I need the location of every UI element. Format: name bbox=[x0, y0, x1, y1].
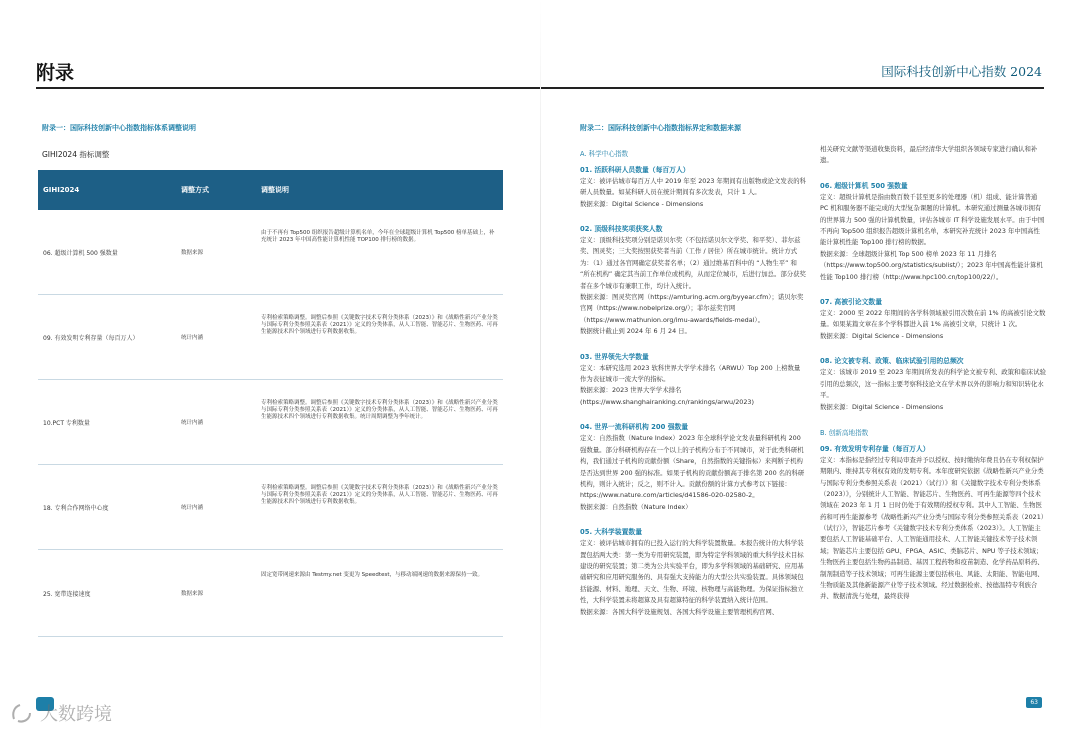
paragraph: 数据来源：Digital Science - Dimensions bbox=[580, 199, 704, 208]
paragraph: 数据来源：图灵奖官网（https://amturing.acm.org/byyear.cfm）；诺贝尔奖官网（https://www.nobelprize.org/）；菲尔兹奖官网（https://www.mathunion.org/imu-awards/fields-medal）。 bbox=[580, 293, 804, 324]
paragraph: 数据来源：Digital Science - Dimensions bbox=[820, 331, 944, 340]
table-row bbox=[38, 380, 503, 465]
watermark-logo-icon bbox=[10, 701, 34, 725]
paragraph: 数据来源：Digital Science - Dimensions bbox=[820, 402, 944, 411]
row-description: 专利检索策略调整。调整后参照《关键数字技术专利分类体系（2023）》和《战略性新兴产业分类与国际专利分类参照关系表（2021）》定义的分类体系，从人工智能、智能芯片、生物医药、可再生能源技术四个领域进行专利数据收集。统计周期调整为季年统计。 bbox=[256, 380, 503, 465]
table-row bbox=[38, 465, 503, 550]
row-method: 统计内涵 bbox=[176, 380, 256, 465]
paragraph: 定义：2000 至 2022 年期间的各学科领域被引用次数在前 1% 的高被引论文数量。如果某篇文章在多个学科都进入前 1% 高被引文章，只统计 1 次。 bbox=[820, 309, 1046, 329]
report-title: 国际科技创新中心指数 2024 bbox=[881, 64, 1042, 79]
paragraph-gap bbox=[820, 342, 1046, 352]
table-header-row bbox=[38, 170, 503, 210]
row-indicator: 25. 宽带连接速度 bbox=[38, 550, 176, 637]
watermark bbox=[10, 700, 112, 726]
table-row bbox=[38, 550, 503, 637]
row-method: 统计内涵 bbox=[176, 465, 256, 550]
paragraph-gap bbox=[580, 513, 806, 523]
table-caption: GIHI2024 指标调整 bbox=[42, 150, 110, 159]
page-gutter bbox=[540, 0, 541, 732]
paragraph: 定义：顶级科技奖项分别是诺贝尔奖（不包括诺贝尔文学奖、和平奖）、菲尔兹奖、图灵奖；三大奖按照获奖者当前（工作 / 居住）所在城市统计。统计方式为：（1）通过各官网确定获奖者名单；（2）通过维基百科中的 “人物生平” 和 “所在机构” 确定其当前工作单位或机构，从而定位城市，后进行加总。部分获奖者在多个城市有兼职工作，均计入统计。 bbox=[580, 236, 806, 290]
paragraph-gap bbox=[820, 167, 1046, 177]
paragraph-gap bbox=[580, 338, 806, 348]
paragraph: 定义：该城市 2019 至 2023 年期间所发表的科学论文被专利、政策和临床试验引用的总频次，这一指标主要考察科技论文在学术界以外的影响力和知识转化水平。 bbox=[820, 368, 1046, 400]
paragraph: 定义：超级计算机是指由数百数千甚至更多的处理器（机）组成、能计算普通 PC 机和服务器不能完成的大型复杂课题的计算机。本研究通过测量各城市拥有的世界算力 500 强的计算机数量，评估各城市 IT 科学设施发展水平。由于中国不再向 Top500 组织报告超级计算机名单，本研究补充统计 2023 年中国高性能计算机性能 Top100 排行榜的数据。 bbox=[820, 192, 1045, 247]
right-column-2 bbox=[820, 144, 1046, 603]
col-header-desc: 调整说明 bbox=[256, 170, 503, 210]
row-indicator: 09. 有效发明专利存量（每百万人） bbox=[38, 295, 176, 380]
paragraph: 数据来源：2023 世界大学学术排名 bbox=[580, 386, 682, 395]
paragraph: 定义：自然指数（Nature Index）2023 年全球科学论文发表量科研机构 200 强数量。部分科研机构存在一个以上的子机构分布于不同城市，对于此类科研机构，我们通过子机构的贡献份额（Share，自然指数的关键指标）来判断子机构是否达到世界 200 强的标准。如果子机构的贡献份额高于排名第 200 名的科研机构，则计入统计；反之，则不计入。贡献份额的计算方式参考以下链接：https://www.nature.com/articles/d41586-020-02580-2。 bbox=[580, 434, 805, 500]
appendix1-title: 附录一：国际科技创新中心指数指标体系调整说明 bbox=[42, 124, 196, 132]
page-number: 63 bbox=[1026, 697, 1042, 708]
row-indicator: 18. 专利合作网络中心度 bbox=[38, 465, 176, 550]
paragraph: 数据来源：各国大科学设施规划、各国大科学设施主要管理机构官网、 bbox=[580, 607, 779, 616]
indicator-heading: 04. 世界一流科研机构 200 强数量 bbox=[580, 423, 689, 432]
category-heading: B. 创新高地指数 bbox=[820, 428, 869, 437]
paragraph-gap bbox=[580, 408, 806, 418]
paragraph: 定义：被评估城市拥有的已投入运行的大科学装置数量。本报告统计的大科学装置包括两大类：第一类为专用研究装置，即为特定学科领域的重大科学技术目标建设的研究装置；第二类为公共实验平台，即为多学科领域的基础研究、应用基础研究和应用研究服务的、具有强大支持能力的大型公共实验装置。具体领域包括能源、材料、地理、天文、生物、环境、核物理与高能物理。为保证指标独立性，大科学装置未将超算及具有超算特征的科学装置纳入统计范围。 bbox=[580, 539, 804, 605]
paragraph-gap bbox=[820, 413, 1046, 423]
col-header-method: 调整方式 bbox=[176, 170, 256, 210]
indicator-heading: 05. 大科学装置数量 bbox=[580, 528, 642, 537]
row-description: 固定宽带网速来源由 Testmy.net 变更为 Speedtest，与移动端网速的数据来源保持一致。 bbox=[256, 550, 503, 637]
paragraph: 定义：本指标是指经过专利局审查并予以授权、按时缴纳年费且仍在专利权保护期限内、维持其专利权有效的发明专利。本年度研究依据《战略性新兴产业分类与国际专利分类参照关系表（2021）（试行）》和《关键数字技术专利分类体系（2023）》，分别统计人工智能、智能芯片、生物医药、可再生能源等四个技术领域在 2023 年 1 月 1 日时仍处于有效期的授权专利。其中人工智能、生物医药和可再生能源参考《战略性新兴产业分类与国际专利分类参照关系表（2021）（试行）》，智能芯片参考《关键数字技术专利分类体系（2023）》。人工智能主要包括人工智能基础平台、人工智能通用技术、人工智能关键技术等子技术领域；智能芯片主要包括 GPU、FPGA、ASIC、类脑芯片、NPU 等子技术领域；生物医药主要包括生物药品制造、基因工程药物和疫苗制造、化学药品原料药、制剂制造等子技术领域；可再生能源主要包括核电、风能、太阳能、智能电网、生物质能及其他新能源产业等子技术领域。经过数据检索、按德温特专利族合并、数据清洗与处理，最终获得 bbox=[820, 455, 1044, 601]
paragraph: 相关研究文献等渠道收集资料，最后经清华大学组织各领域专家进行确认和补遗。 bbox=[820, 145, 1038, 165]
indicator-heading: 06. 超级计算机 500 强数量 bbox=[820, 181, 908, 190]
paragraph-gap bbox=[820, 283, 1046, 293]
col-header-index: GIHI2024 bbox=[38, 170, 176, 210]
watermark-text: 大数跨境 bbox=[40, 704, 112, 725]
indicator-heading: 07. 高被引论文数量 bbox=[820, 298, 882, 306]
adjustment-table bbox=[38, 170, 503, 637]
right-column-1 bbox=[580, 144, 806, 618]
row-method: 数据来源 bbox=[176, 550, 256, 637]
row-method: 数据来源 bbox=[176, 210, 256, 295]
category-heading: A. 科学中心指数 bbox=[580, 150, 629, 158]
table-row bbox=[38, 210, 503, 295]
indicator-heading: 08. 论文被专利、政策、临床试验引用的总频次 bbox=[820, 357, 964, 366]
row-indicator: 06. 超级计算机 500 强数量 bbox=[38, 210, 176, 295]
indicator-heading: 03. 世界领先大学数量 bbox=[580, 352, 649, 361]
paragraph: 数据来源：自然指数（Nature Index） bbox=[580, 502, 692, 511]
paragraph: 数据来源：全球超级计算机 Top 500 榜单 2023 年 11 月排名（https://www.top500.org/statistics/sublist/）；2023 年中国高性能计算机性能 Top100 排行榜（http://www.hpc100.cn/top100/22/）。 bbox=[820, 249, 1043, 281]
paragraph-gap bbox=[580, 210, 806, 220]
paragraph: (https://www.shanghairanking.cn/rankings/arwu/2023) bbox=[580, 397, 754, 406]
indicator-heading: 09. 有效发明专利存量（每百万人） bbox=[820, 444, 930, 453]
indicator-heading: 02. 顶级科技奖项获奖人数 bbox=[580, 225, 663, 233]
row-method: 统计内涵 bbox=[176, 295, 256, 380]
paragraph: 定义：被评估城市每百万人中 2019 年至 2023 年期间有出版物或论文发表的科研人员数量。如某科研人员在统计期间有多次发表，只计 1 人。 bbox=[580, 176, 806, 197]
paragraph: 数据统计截止到 2024 年 6 月 24 日。 bbox=[580, 327, 691, 336]
row-indicator: 10.PCT 专利数量 bbox=[38, 380, 176, 465]
table-row bbox=[38, 295, 503, 380]
paragraph: 定义：本研究选用 2023 软科世界大学学术排名（ARWU）Top 200 上榜数量作为表征城市一流大学的指标。 bbox=[580, 363, 801, 384]
indicator-heading: 01. 活跃科研人员数量（每百万人） bbox=[580, 165, 690, 174]
appendix2-title: 附录二：国际科技创新中心指数指标界定和数据来源 bbox=[580, 124, 741, 132]
row-description: 由于不再有 Top500 组织报告超级计算机名单，今年在全球超级计算机 Top500 榜单基础上，补充统计 2023 年中国高性能计算机性能 TOP100 排行榜的数据。 bbox=[256, 210, 503, 295]
page-title: 附录 bbox=[36, 62, 75, 84]
row-description: 专利检索策略调整。调整后参照《关键数字技术专利分类体系（2023）》和《战略性新兴产业分类与国际专利分类参照关系表（2021）》定义的分类体系，从人工智能、智能芯片、生物医药、可再生能源技术四个领域进行专利数据收集。 bbox=[256, 465, 503, 550]
row-description: 专利检索策略调整。调整后参照《关键数字技术专利分类体系（2023）》和《战略性新兴产业分类与国际专利分类参照关系表（2021）》定义的分类体系，从人工智能、智能芯片、生物医药、可再生能源技术四个领域进行专利数据收集。 bbox=[256, 295, 503, 380]
